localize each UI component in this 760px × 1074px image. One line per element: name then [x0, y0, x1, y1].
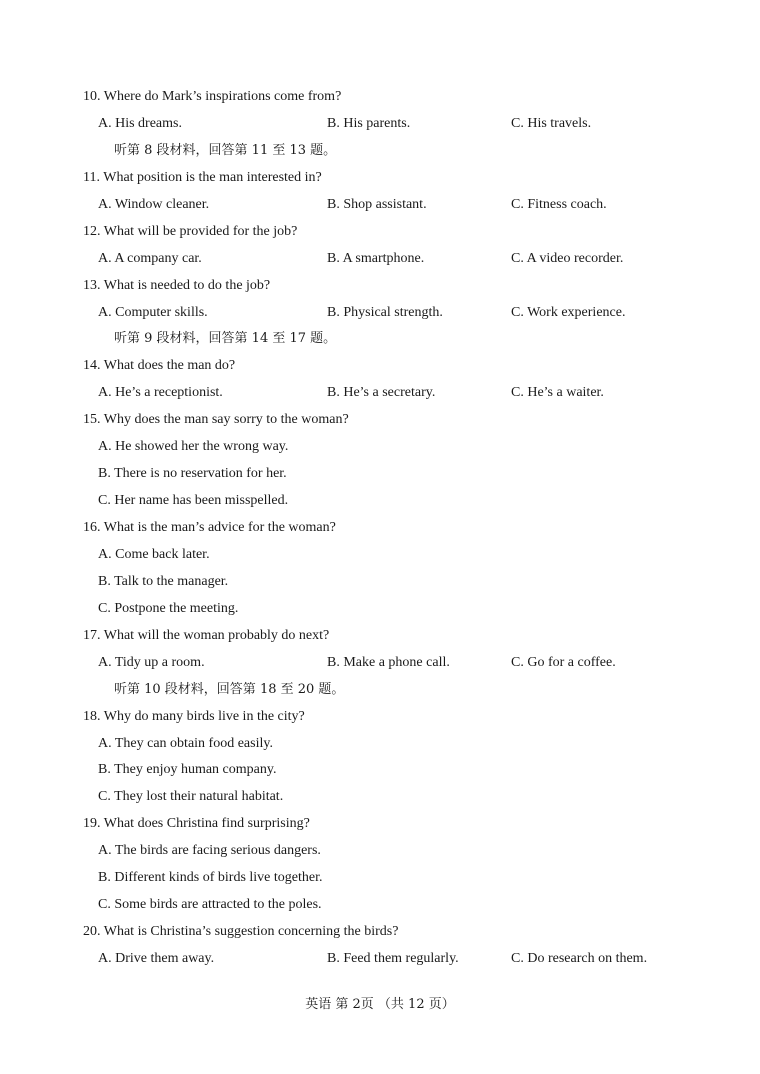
option-row: [0, 786, 760, 813]
answer-option: B. Talk to the manager.: [98, 573, 229, 589]
question-row: [0, 167, 760, 194]
option-row: [0, 733, 760, 760]
answer-option: B. They enjoy human company.: [98, 762, 277, 778]
option-row: [0, 436, 760, 463]
question-text: 20. What is Christina’s suggestion concerning the birds?: [83, 924, 399, 940]
answer-option: A. Drive them away.: [98, 951, 215, 966]
answer-option: A. He’s a receptionist.: [98, 385, 223, 401]
answer-option: A. Window cleaner.: [98, 196, 210, 212]
options-row: [0, 302, 760, 329]
question-text: 13. What is needed to do the job?: [83, 277, 271, 293]
answer-option: C. Work experience.: [511, 304, 626, 320]
question-row: [0, 625, 760, 652]
instruction-row: [0, 679, 760, 706]
answer-option: B. A smartphone.: [327, 250, 425, 266]
option-row: [0, 759, 760, 786]
question-text: 19. What does Christina find surprising?: [83, 816, 310, 832]
question-row: [0, 813, 760, 840]
option-row: [0, 463, 760, 490]
option-row: [0, 840, 760, 867]
answer-option: C. Postpone the meeting.: [98, 600, 239, 616]
answer-option: B. Physical strength.: [327, 304, 443, 320]
answer-option: A. Come back later.: [98, 546, 210, 562]
answer-option: B. Different kinds of birds live together.: [98, 870, 323, 886]
question-text: 16. What is the man’s advice for the woman?: [83, 520, 336, 535]
answer-option: C. A video recorder.: [511, 250, 624, 266]
question-text: 10. Where do Mark’s inspirations come from?: [83, 89, 342, 104]
question-text: 14. What does the man do?: [83, 358, 236, 374]
answer-option: A. Tidy up a room.: [98, 654, 205, 670]
options-row: [0, 652, 760, 679]
answer-option: A. A company car.: [98, 250, 202, 266]
question-row: [0, 706, 760, 733]
question-row: [0, 221, 760, 248]
instruction-row: [0, 328, 760, 355]
answer-option: C. They lost their natural habitat.: [98, 789, 284, 805]
options-row: [0, 194, 760, 221]
question-text: 15. Why does the man say sorry to the woman?: [83, 412, 349, 428]
answer-option: A. They can obtain food easily.: [98, 735, 273, 751]
answer-option: B. There is no reservation for her.: [98, 466, 287, 482]
question-text: 17. What will the woman probably do next?: [83, 627, 330, 643]
answer-option: C. Do research on them.: [511, 951, 648, 966]
options-row: [0, 382, 760, 409]
listening-instruction: 听第 8 段材料，回答第 11 至 13 题。: [114, 142, 337, 158]
option-row: [0, 544, 760, 571]
answer-option: A. He showed her the wrong way.: [98, 439, 289, 455]
question-row: [0, 355, 760, 382]
question-text: 11. What position is the man interested in?: [83, 169, 322, 185]
option-row: [0, 598, 760, 625]
question-text: 12. What will be provided for the job?: [83, 223, 298, 239]
page-footer: 英语 第 2页 （共 12 页）: [305, 997, 455, 1012]
option-row: [0, 894, 760, 921]
options-row: [0, 113, 760, 140]
option-row: [0, 867, 760, 894]
question-row: [0, 517, 760, 544]
question-list: [0, 86, 760, 975]
question-text: 18. Why do many birds live in the city?: [83, 708, 305, 724]
question-row: [0, 275, 760, 302]
option-row: [0, 571, 760, 598]
options-row: [0, 248, 760, 275]
answer-option: C. Fitness coach.: [511, 196, 607, 212]
answer-option: C. Go for a coffee.: [511, 654, 616, 670]
options-row: [0, 948, 760, 975]
answer-option: A. Computer skills.: [98, 304, 208, 320]
listening-instruction: 听第 9 段材料，回答第 14 至 17 题。: [114, 331, 337, 347]
answer-option: C. He’s a waiter.: [511, 385, 604, 401]
answer-option: C. Her name has been misspelled.: [98, 493, 289, 509]
answer-option: C. Some birds are attracted to the poles.: [98, 897, 322, 913]
answer-option: A. His dreams.: [98, 115, 182, 131]
answer-option: C. His travels.: [511, 115, 592, 131]
answer-option: B. He’s a secretary.: [327, 385, 436, 401]
answer-option: B. His parents.: [327, 115, 411, 131]
answer-option: B. Shop assistant.: [327, 196, 427, 212]
question-row: [0, 921, 760, 948]
listening-instruction: 听第 10 段材料，回答第 18 至 20 题。: [114, 681, 345, 697]
answer-option: A. The birds are facing serious dangers.: [98, 843, 321, 859]
answer-option: B. Make a phone call.: [327, 654, 450, 670]
question-row: [0, 86, 760, 113]
answer-option: B. Feed them regularly.: [327, 951, 459, 966]
option-row: [0, 490, 760, 517]
question-row: [0, 409, 760, 436]
instruction-row: [0, 140, 760, 167]
